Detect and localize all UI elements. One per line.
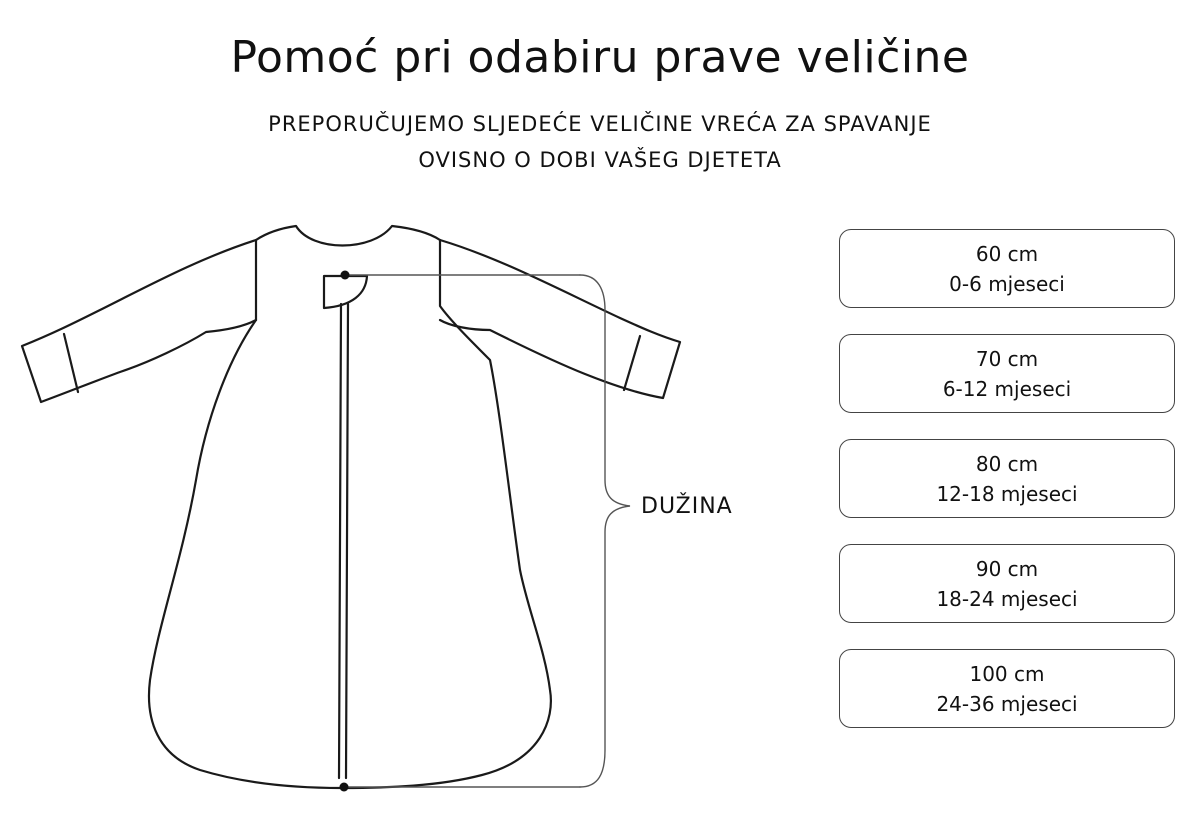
length-label: DUŽINA [641, 494, 733, 519]
bottom-measure-dot [340, 783, 349, 792]
top-measure-dot [341, 271, 350, 280]
size-length: 60 cm [975, 241, 1039, 266]
size-option-90 [839, 544, 1175, 623]
size-age: 6-12 mjeseci [942, 376, 1072, 401]
subtitle-line-2: OVISNO O DOBI VAŠEG DJETETA [418, 148, 782, 172]
size-length: 80 cm [975, 451, 1039, 476]
size-length: 100 cm [969, 661, 1045, 686]
right-sleeve [440, 240, 680, 398]
length-bracket [345, 275, 630, 787]
zipper-flap [324, 276, 367, 308]
sleeping-bag-outline [22, 226, 680, 788]
size-option-100 [839, 649, 1175, 728]
left-sleeve [22, 240, 256, 402]
size-list [839, 229, 1175, 728]
size-length: 70 cm [975, 346, 1039, 371]
size-age: 0-6 mjeseci [949, 271, 1065, 296]
size-option-80 [839, 439, 1175, 518]
size-length: 90 cm [975, 556, 1039, 581]
left-cuff-line [64, 334, 78, 392]
size-age: 24-36 mjeseci [936, 691, 1078, 716]
zipper-left [339, 304, 341, 778]
page-title: Pomoć pri odabiru prave veličine [230, 32, 970, 83]
neckline [256, 226, 440, 246]
size-option-60 [839, 229, 1175, 308]
bag-body-outline [149, 240, 551, 788]
bracket-curve [580, 275, 630, 787]
size-age: 18-24 mjeseci [936, 586, 1078, 611]
zipper-right [346, 304, 348, 778]
right-cuff-line [624, 336, 640, 390]
subtitle-line-1: PREPORUČUJEMO SLJEDEĆE VELIČINE VREĆA ZA SPAVANJE [268, 112, 932, 136]
size-age: 12-18 mjeseci [936, 481, 1078, 506]
size-option-70 [839, 334, 1175, 413]
